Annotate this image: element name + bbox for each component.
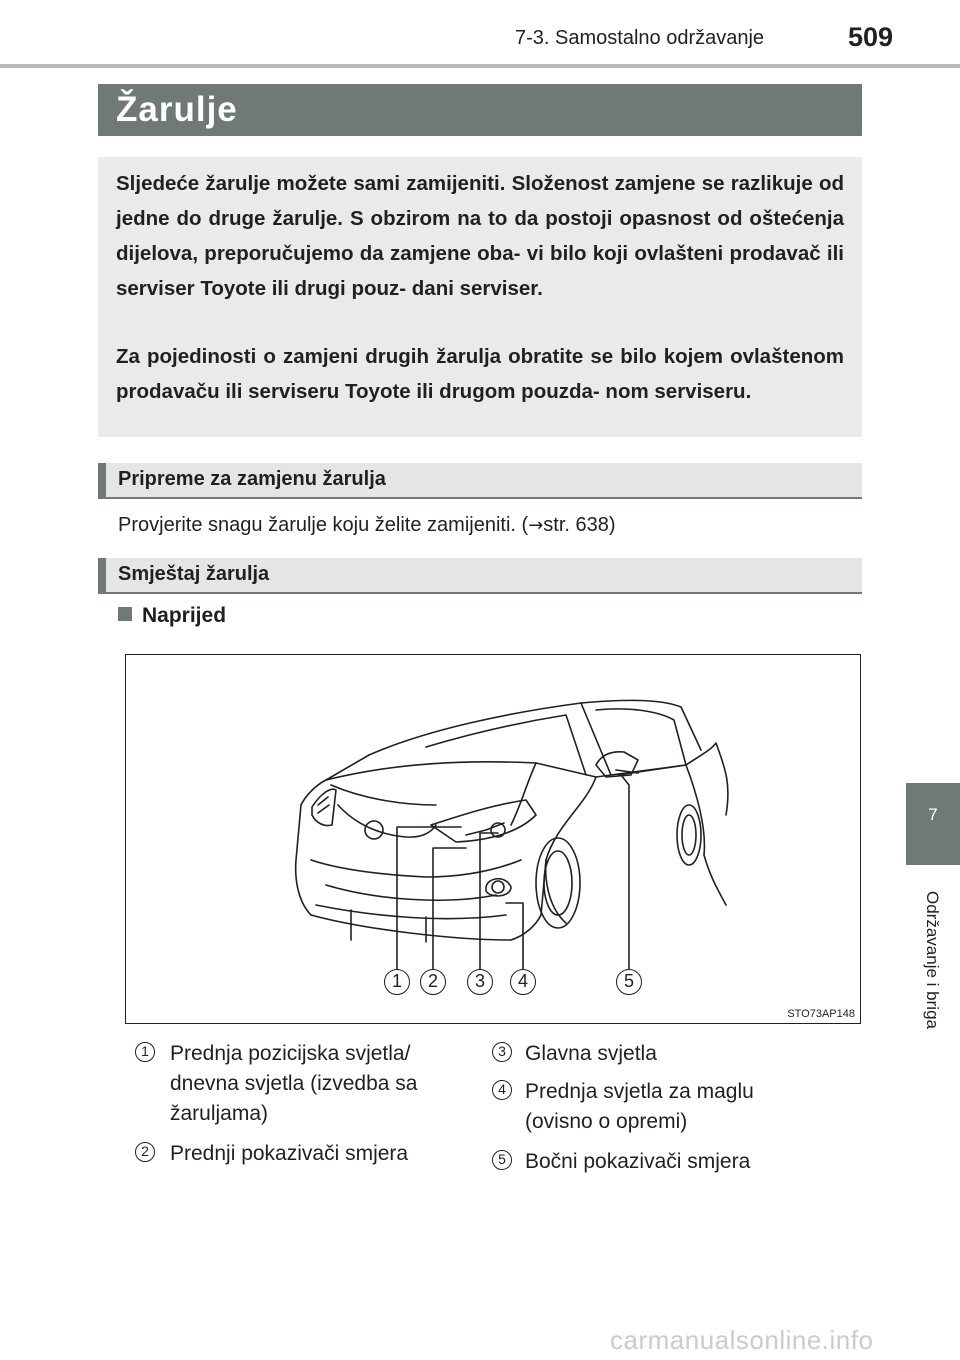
- car-illustration: [125, 654, 861, 1024]
- section-heading-bar: [98, 463, 862, 499]
- square-bullet-icon: [118, 607, 132, 621]
- chapter-tab: [906, 783, 960, 865]
- callout-1: 1: [384, 969, 410, 995]
- section-heading: Smještaj žarulja: [118, 563, 270, 585]
- subheading: [118, 604, 226, 628]
- section-heading: Pripreme za zamjenu žarulja: [118, 468, 386, 490]
- legend-number: 4: [492, 1080, 512, 1100]
- section-header: 7-3. Samostalno održavanje: [515, 27, 765, 49]
- page-number: 509: [848, 22, 894, 52]
- legend-text: Prednja pozicijska svjetla/ dnevna svjetla (izvedba sa žaruljama): [170, 1042, 418, 1125]
- chapter-number: 7: [928, 805, 938, 824]
- body-text-main: Provjerite snagu žarulje koju želite zamijeniti. (: [118, 514, 529, 536]
- callout-2: 2: [420, 969, 446, 995]
- legend-text: Prednja svjetla za maglu (ovisno o opremi): [525, 1080, 754, 1133]
- intro-paragraph-2: Za pojedinosti o zamjeni drugih žarulja obratite se bilo kojem ovlaštenom prodavaču ili serviseru Toyote ili drugom pouzda- nom serviseru.: [116, 345, 844, 403]
- legend-text: Bočni pokazivači smjera: [525, 1150, 751, 1173]
- legend-number: 1: [135, 1042, 155, 1062]
- page-reference-link[interactable]: str. 638): [543, 514, 616, 536]
- subheading-text: Naprijed: [142, 604, 227, 627]
- watermark: carmanualsonline.info: [610, 1325, 874, 1355]
- header-divider: [0, 64, 960, 68]
- legend-text: Glavna svjetla: [525, 1042, 657, 1065]
- legend-text: Prednji pokazivači smjera: [170, 1142, 409, 1165]
- arrow-icon: →: [528, 515, 544, 536]
- callout-3: 3: [467, 969, 493, 995]
- page-title: Žarulje: [116, 90, 238, 129]
- title-bar: [98, 84, 862, 136]
- intro-paragraph-1: Sljedeće žarulje možete sami zamijeniti. Složenost zamjene se razlikuje od jedne do druge žarulje. S obzirom na to da postoji opasnost od oštećenja dijelova, preporučujemo da zamjene oba- vi bilo koji ovlašteni prodavač ili serviser Toyote ili drugi pouz- dani serviser.: [116, 172, 844, 300]
- legend-number: 5: [492, 1150, 512, 1170]
- intro-box: [98, 157, 862, 437]
- legend-number: 3: [492, 1042, 512, 1062]
- car-front-drawing: [126, 655, 862, 1025]
- legend-number: 2: [135, 1142, 155, 1162]
- body-text: [118, 514, 616, 537]
- section-heading-bar: [98, 558, 862, 594]
- chapter-label: Održavanje i briga: [923, 891, 942, 1029]
- figure-code: STO73AP148: [787, 1008, 855, 1020]
- callout-4: 4: [510, 969, 536, 995]
- callout-5: 5: [616, 969, 642, 995]
